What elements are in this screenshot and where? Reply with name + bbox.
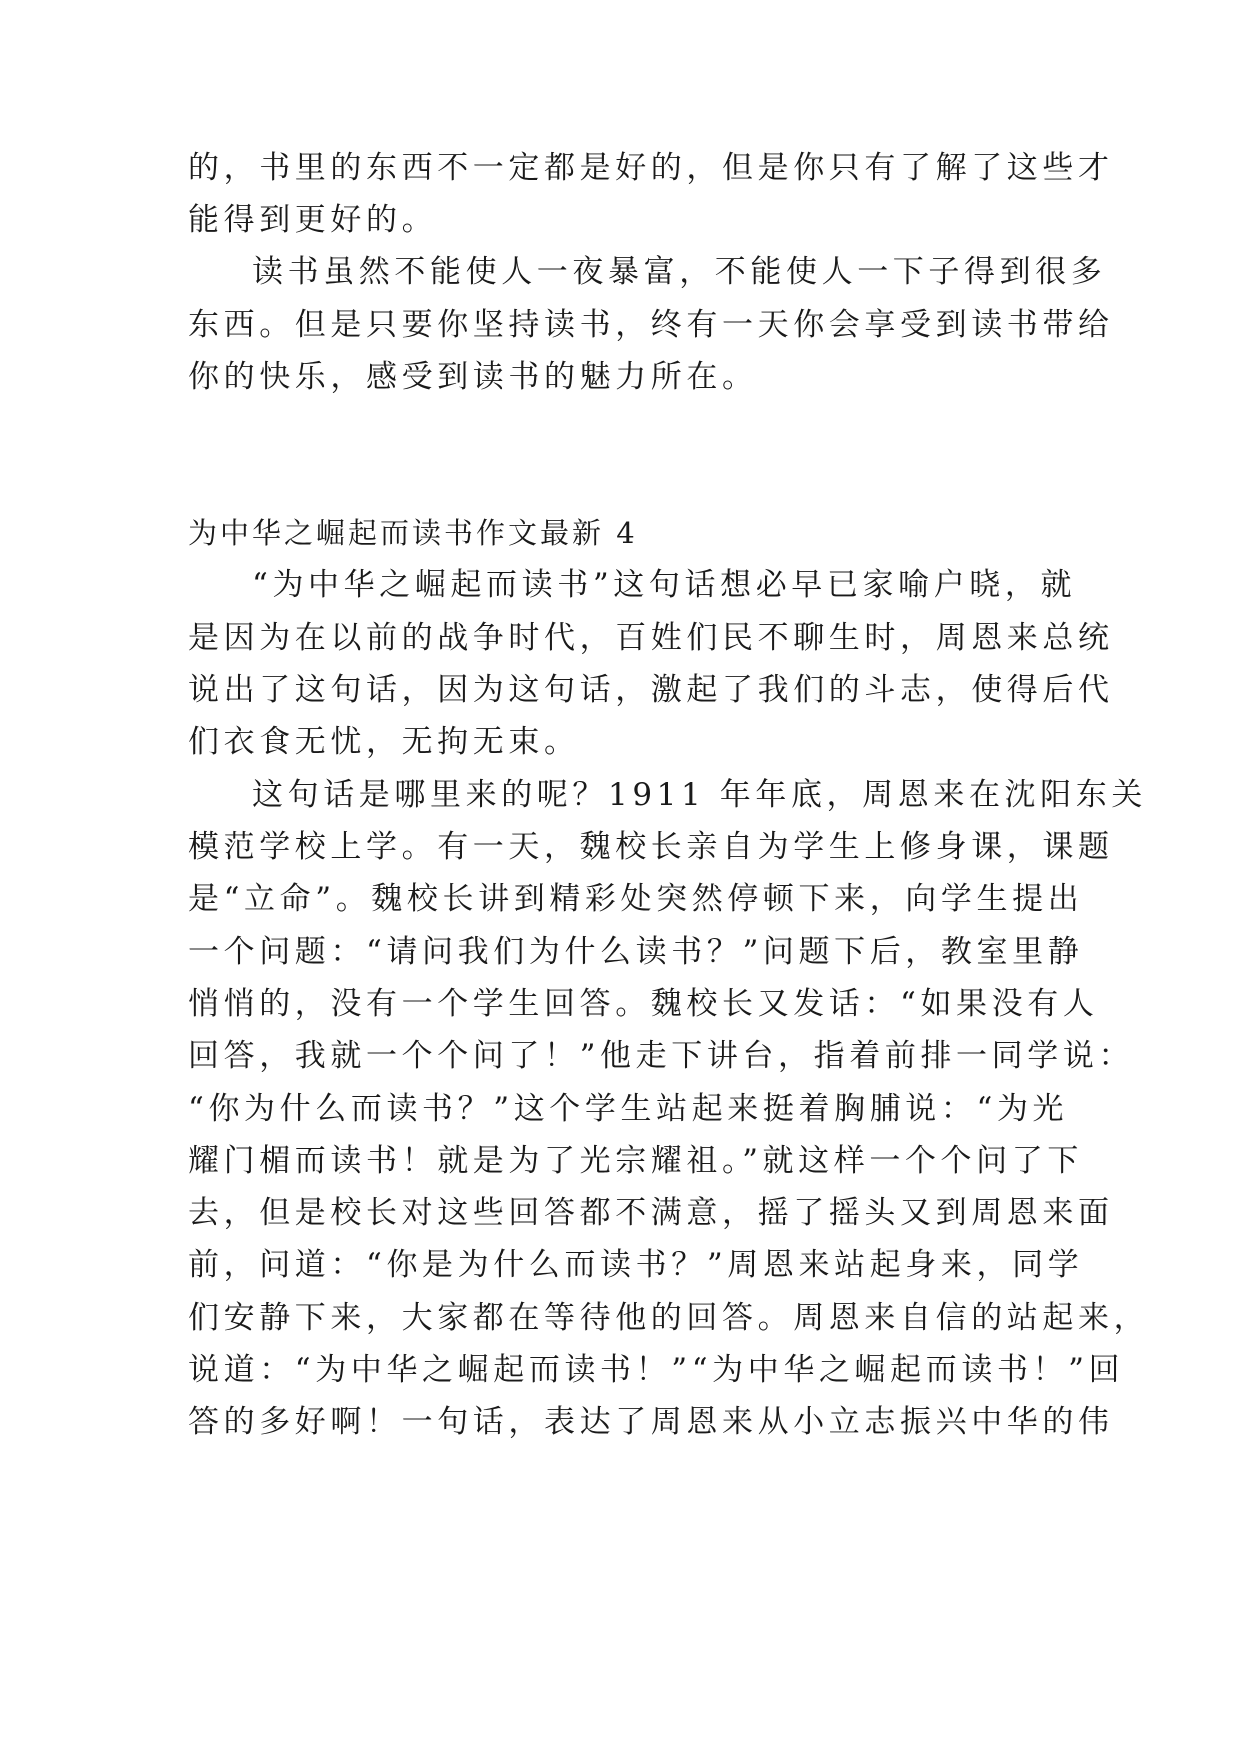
paragraph-line: 这句话是哪里来的呢？1911 年年底，周恩来在沈阳东关: [252, 777, 1147, 813]
paragraph-line: 是因为在以前的战争时代，百姓们民不聊生时，周恩来总统: [188, 620, 1114, 656]
paragraph-line: 东西。但是只要你坚持读书，终有一天你会享受到读书带给: [188, 307, 1114, 343]
paragraph-line: 答的多好啊！一句话，表达了周恩来从小立志振兴中华的伟: [188, 1404, 1114, 1440]
paragraph-line: “你为什么而读书？”这个学生站起来挺着胸脯说：“为光: [188, 1091, 1069, 1127]
paragraph-line: 说出了这句话，因为这句话，激起了我们的斗志，使得后代: [188, 672, 1114, 708]
paragraph-line: 模范学校上学。有一天，魏校长亲自为学生上修身课，课题: [188, 829, 1114, 865]
paragraph-line: 能得到更好的。: [188, 202, 438, 238]
paragraph-line: 一个问题：“请问我们为什么读书？”问题下后，教室里静: [188, 934, 1084, 970]
paragraph-line: 回答，我就一个个问了！”他走下讲台，指着前排一同学说：: [188, 1038, 1135, 1074]
section-heading: 为中华之崛起而读书作文最新 4: [188, 516, 638, 550]
paragraph-line: 耀门楣而读书！就是为了光宗耀祖。”就这样一个个问了下: [188, 1143, 1083, 1179]
paragraph-line: 读书虽然不能使人一夜暴富，不能使人一下子得到很多: [252, 254, 1107, 290]
paragraph-line: 们衣食无忧，无拘无束。: [188, 724, 580, 760]
paragraph-line: 们安静下来，大家都在等待他的回答。周恩来自信的站起来，: [188, 1300, 1150, 1336]
paragraph-line: 的，书里的东西不一定都是好的，但是你只有了解了这些才: [188, 150, 1114, 186]
paragraph-line: 悄悄的，没有一个学生回答。魏校长又发话：“如果没有人: [188, 986, 1099, 1022]
paragraph-line: “为中华之崛起而读书”这句话想必早已家喻户晓，就: [252, 567, 1077, 603]
paragraph-line: 说道：“为中华之崛起而读书！”“为中华之崛起而读书！”回: [188, 1352, 1125, 1388]
paragraph-line: 你的快乐，感受到读书的魅力所在。: [188, 359, 758, 395]
paragraph-line: 是“立命”。魏校长讲到精彩处突然停顿下来，向学生提出: [188, 881, 1084, 917]
paragraph-line: 去，但是校长对这些回答都不满意，摇了摇头又到周恩来面: [188, 1195, 1114, 1231]
paragraph-line: 前，问道：“你是为什么而读书？”周恩来站起身来，同学: [188, 1247, 1084, 1283]
